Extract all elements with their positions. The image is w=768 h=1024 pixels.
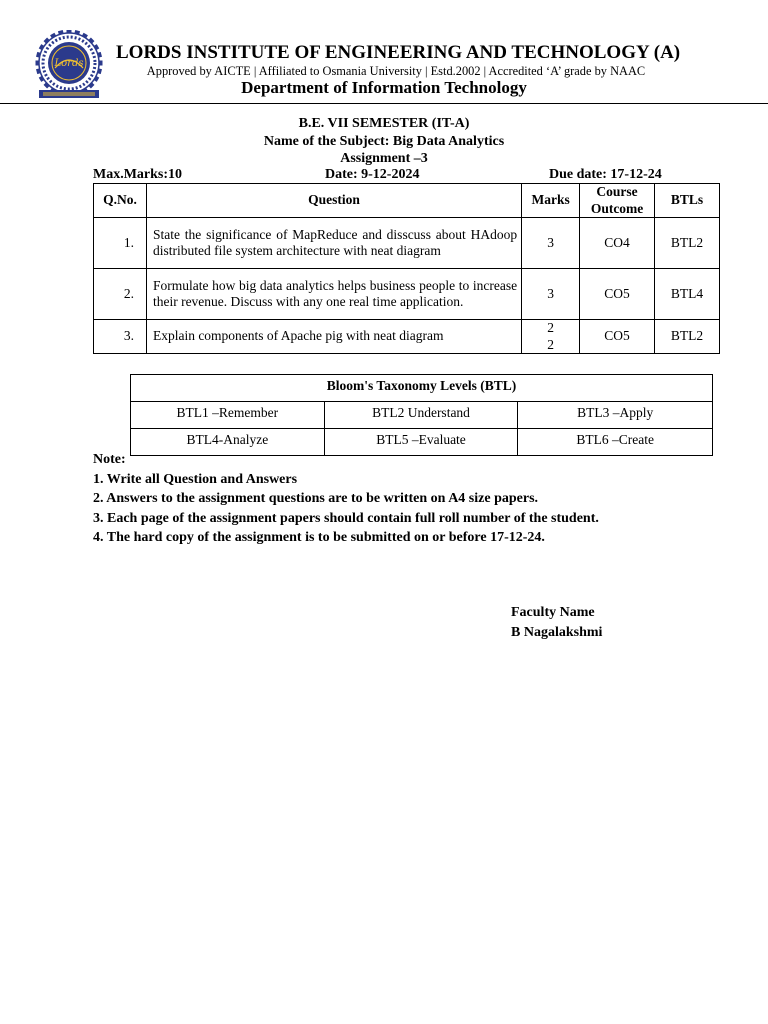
btl-cell: BTL6 –Create [518,429,713,456]
btl-cell: BTL3 –Apply [518,402,713,429]
notes-heading: Note: [93,452,126,467]
subject-line: Name of the Subject: Big Data Analytics [263,134,505,149]
question-number: 3. [94,320,147,354]
header-question: Question [146,184,521,218]
question-marks: 3 [522,269,580,320]
college-logo [33,30,105,102]
question-outcome: CO5 [580,320,655,354]
header-btls: BTLs [655,184,720,218]
question-marks-line2: 2 [547,336,554,352]
faculty-name: B Nagalakshmi [511,624,603,640]
header-qno: Q.No. [94,184,147,218]
table-row [94,269,720,320]
semester-line: B.E. VII SEMESTER (IT-A) [298,116,470,131]
header-outcome-line1: Course [596,184,638,199]
question-number: 1. [94,218,147,269]
header-outcome-line2: Outcome [590,200,644,216]
note-item: 4. The hard copy of the assignment is to be submitted on or before 17-12-24. [93,530,545,545]
question-outcome: CO4 [580,218,655,269]
btl-table [130,374,713,456]
note-item: 1. Write all Question and Answers [93,471,298,487]
faculty-label: Faculty Name [511,605,595,620]
assignment-title: Assignment –3 [340,151,428,166]
question-marks [522,320,580,354]
header-marks: Marks [522,184,580,218]
header-course-outcome [580,184,655,218]
btl-cell: BTL4-Analyze [131,429,325,456]
question-table [93,183,720,354]
question-text: Explain components of Apache pig with neat diagram [146,320,521,354]
btl-cell: BTL1 –Remember [131,402,325,429]
institute-approval: Approved by AICTE | Affiliated to Osmania University | Estd.2002 | Accredited ‘A’ grade by NAAC [146,64,646,78]
question-table-header [94,184,720,218]
question-text: Formulate how big data analytics helps business people to increase their revenue. Discuss with any one real time application. [146,269,521,320]
note-item: 2. Answers to the assignment questions are to be written on A4 size papers. [93,491,539,506]
institute-name: LORDS INSTITUTE OF ENGINEERING AND TECHNOLOGY (A) [116,42,681,63]
question-btl: BTL2 [655,320,720,354]
faculty-signature-block [511,603,602,642]
question-marks: 3 [522,218,580,269]
notes-section [93,450,599,548]
btl-row [131,402,713,429]
question-marks-line1: 2 [547,320,554,335]
question-text: State the significance of MapReduce and disscuss about HAdoop distributed file system architecture with neat diagram [146,218,521,269]
department-name: Department of Information Technology [241,78,527,97]
due-date: Due date: 17-12-24 [549,167,662,182]
table-row [94,218,720,269]
table-row [94,320,720,354]
lords-college-seal-icon [33,30,105,102]
header-divider [0,103,768,104]
svg-text:Lords: Lords [54,58,84,69]
question-btl: BTL2 [655,218,720,269]
question-btl: BTL4 [655,269,720,320]
btl-cell: BTL2 Understand [324,402,518,429]
question-number: 2. [94,269,147,320]
max-marks: Max.Marks:10 [93,167,183,182]
btl-cell: BTL5 –Evaluate [324,429,518,456]
note-item: 3. Each page of the assignment papers should contain full roll number of the student. [93,510,599,526]
question-outcome: CO5 [580,269,655,320]
assignment-date: Date: 9-12-2024 [325,167,420,182]
btl-table-title: Bloom's Taxonomy Levels (BTL) [131,375,713,402]
